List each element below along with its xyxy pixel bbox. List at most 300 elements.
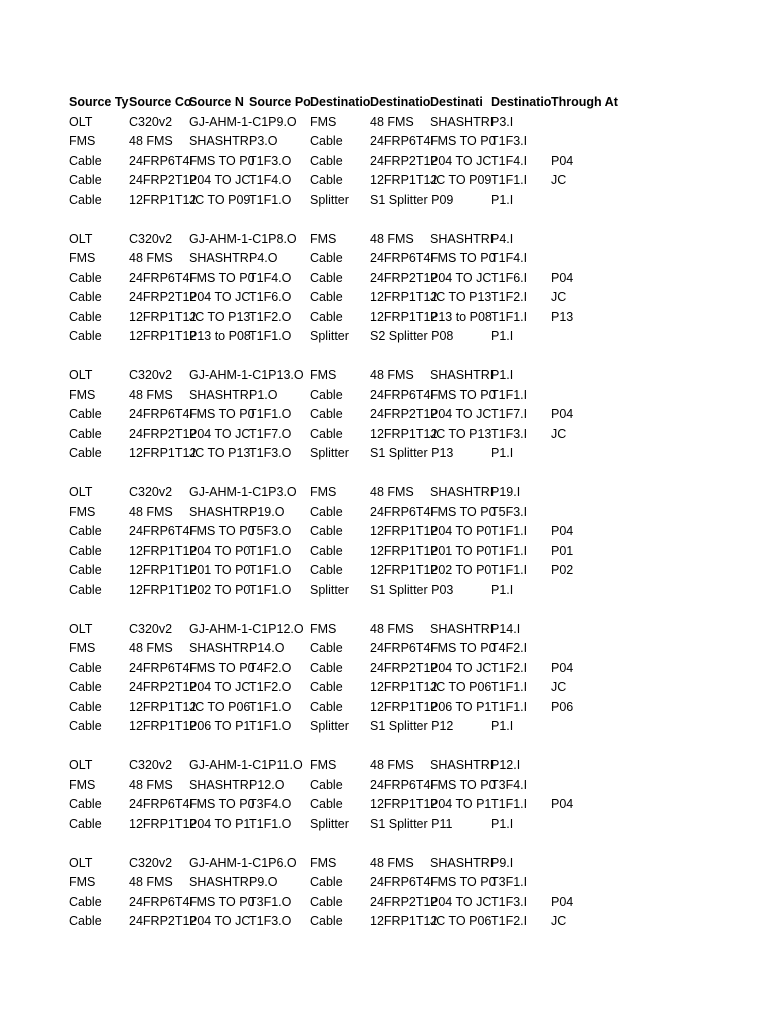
cell-source-name[interactable]: P04 TO JC [189,173,251,187]
cell-source-type[interactable]: Cable [69,524,102,538]
cell-destination-port[interactable]: P9.I [491,855,514,870]
cell-destination-name[interactable]: P04 TO JC [430,894,492,909]
cell-destination-type[interactable]: Splitter [310,192,349,207]
header-destination-code[interactable]: Destinatio [370,95,431,109]
cell-destination-code[interactable]: 24FRP6T4F [370,387,439,402]
cell-destination-code[interactable]: 12FRP1T12 [370,797,438,811]
cell-source-name[interactable]: GJ-AHM-1-C1P3.O [189,485,297,499]
cell-source-port[interactable]: T1F1.O [249,192,292,207]
cell-destination-port[interactable]: T1F1.I [491,173,528,187]
cell-source-name[interactable]: GJ-AHM-1-C1P13.O [189,368,304,382]
cell-destination-name[interactable]: P04 TO JC [430,270,492,285]
cell-destination-code[interactable]: 12FRP1T12 [370,543,438,558]
cell-source-type[interactable]: FMS [69,387,96,402]
cell-source-code[interactable]: 12FRP1T12 [129,192,197,207]
cell-destination-port[interactable]: T1F1.I [491,797,528,811]
cell-destination-code[interactable]: 24FRP6T4F [370,504,439,519]
cell-destination-code[interactable]: 24FRP2T12 [370,660,438,675]
cell-destination-code[interactable]: 48 FMS [370,231,414,246]
cell-destination-type[interactable]: Cable [310,134,343,148]
cell-destination-code[interactable]: 12FRP1T12 [370,309,438,324]
cell-source-name[interactable]: GJ-AHM-1-C1P8.O [189,231,297,246]
cell-destination-port[interactable]: P1.I [491,329,514,343]
cell-source-type[interactable]: Cable [69,680,102,694]
cell-source-type[interactable]: Cable [69,894,102,909]
cell-source-type[interactable]: Cable [69,816,102,831]
cell-source-code[interactable]: 48 FMS [129,251,173,265]
cell-source-name[interactable]: P02 TO P0 [189,582,251,597]
cell-destination-code[interactable]: 12FRP1T12 [370,173,438,187]
cell-source-code[interactable]: 24FRP6T4F [129,660,198,675]
cell-source-type[interactable]: OLT [69,368,93,382]
cell-destination-code[interactable]: S1 Splitter P09 [370,192,454,207]
cell-source-type[interactable]: Cable [69,290,102,304]
cell-through-at[interactable]: P13 [551,309,574,324]
cell-source-port[interactable]: T1F4.O [249,173,292,187]
cell-through-at[interactable]: JC [551,914,567,928]
cell-destination-code[interactable]: 12FRP1T12 [370,524,438,538]
cell-source-port[interactable]: T1F3.O [249,446,292,460]
cell-destination-name[interactable]: P04 TO P0 [430,524,492,538]
cell-source-code[interactable]: 48 FMS [129,641,173,655]
cell-destination-port[interactable]: T1F1.I [491,524,528,538]
cell-destination-code[interactable]: 24FRP6T4F [370,777,439,792]
cell-destination-port[interactable]: T1F2.I [491,914,528,928]
cell-destination-type[interactable]: Cable [310,153,343,168]
cell-source-type[interactable]: Cable [69,329,102,343]
cell-destination-port[interactable]: T1F1.I [491,680,528,694]
cell-source-name[interactable]: P06 TO P1 [189,719,251,733]
cell-source-port[interactable]: T1F3.O [249,914,292,928]
cell-source-type[interactable]: OLT [69,231,93,246]
cell-destination-type[interactable]: FMS [310,368,337,382]
cell-source-type[interactable]: OLT [69,621,93,636]
cell-source-type[interactable]: OLT [69,855,93,870]
cell-destination-code[interactable]: 48 FMS [370,485,414,499]
cell-destination-code[interactable]: 48 FMS [370,621,414,636]
cell-destination-code[interactable]: 12FRP1T12 [370,290,438,304]
cell-source-type[interactable]: Cable [69,699,102,714]
cell-destination-name[interactable]: FMS TO P0 [430,387,496,402]
cell-destination-name[interactable]: P01 TO P0 [430,543,492,558]
cell-destination-type[interactable]: Splitter [310,446,349,460]
cell-destination-port[interactable]: T1F6.I [491,270,528,285]
cell-destination-name[interactable]: JC TO P13 [430,290,492,304]
cell-destination-code[interactable]: 48 FMS [370,855,414,870]
cell-destination-code[interactable]: S2 Splitter P08 [370,329,454,343]
cell-destination-type[interactable]: Cable [310,504,343,519]
cell-source-port[interactable]: T1F1.O [249,543,292,558]
cell-source-port[interactable]: T1F1.O [249,329,292,343]
cell-destination-type[interactable]: FMS [310,114,337,129]
cell-source-type[interactable]: FMS [69,134,96,148]
cell-destination-name[interactable]: SHASHTRI [430,231,494,246]
cell-source-type[interactable]: FMS [69,251,96,265]
header-source-port[interactable]: Source Po [249,95,311,109]
cell-destination-port[interactable]: P12.I [491,758,521,772]
cell-source-port[interactable]: P4.O [249,251,278,265]
cell-source-type[interactable]: OLT [69,485,93,499]
cell-source-code[interactable]: 48 FMS [129,387,173,402]
cell-destination-type[interactable]: FMS [310,231,337,246]
cell-destination-code[interactable]: 24FRP6T4F [370,134,439,148]
cell-source-type[interactable]: FMS [69,504,96,519]
cell-through-at[interactable]: P04 [551,407,574,421]
cell-source-port[interactable]: T1F1.O [249,719,292,733]
cell-destination-name[interactable]: P02 TO P0 [430,563,492,577]
cell-destination-code[interactable]: 24FRP2T12 [370,153,438,168]
cell-destination-type[interactable]: Cable [310,407,343,421]
header-source-type[interactable]: Source Ty [69,95,129,109]
cell-destination-type[interactable]: Cable [310,680,343,694]
cell-source-code[interactable]: 24FRP6T4F [129,153,198,168]
cell-source-type[interactable]: Cable [69,192,102,207]
cell-destination-port[interactable]: T1F1.I [491,563,528,577]
cell-source-port[interactable]: T1F1.O [249,699,292,714]
cell-source-code[interactable]: 24FRP6T4F [129,407,198,421]
header-destination-name[interactable]: Destinati [430,95,483,109]
cell-source-name[interactable]: SHASHTRI [189,251,253,265]
cell-destination-code[interactable]: S1 Splitter P03 [370,582,454,597]
cell-destination-type[interactable]: Cable [310,777,343,792]
cell-destination-type[interactable]: Splitter [310,582,349,597]
cell-source-code[interactable]: 48 FMS [129,504,173,519]
cell-through-at[interactable]: P02 [551,563,574,577]
cell-source-code[interactable]: 12FRP1T12 [129,582,197,597]
cell-source-port[interactable]: P3.O [249,134,278,148]
cell-source-code[interactable]: 12FRP1T12 [129,563,197,577]
cell-destination-code[interactable]: 48 FMS [370,758,414,772]
cell-destination-port[interactable]: P3.I [491,114,514,129]
cell-destination-code[interactable]: S1 Splitter P11 [370,816,453,831]
cell-destination-type[interactable]: Cable [310,914,343,928]
cell-destination-code[interactable]: 24FRP6T4F [370,251,439,265]
cell-source-type[interactable]: OLT [69,758,93,772]
cell-destination-name[interactable]: SHASHTRI [430,758,494,772]
cell-source-code[interactable]: 24FRP2T12 [129,426,197,441]
cell-through-at[interactable]: P04 [551,894,574,909]
cell-source-code[interactable]: C320v2 [129,231,173,246]
cell-source-port[interactable]: T1F1.O [249,407,292,421]
cell-source-type[interactable]: FMS [69,875,96,889]
cell-destination-name[interactable]: JC TO P06 [430,680,492,694]
cell-destination-port[interactable]: T1F2.I [491,660,528,675]
cell-source-name[interactable]: SHASHTRI [189,387,253,402]
cell-destination-name[interactable]: FMS TO P0 [430,251,496,265]
cell-destination-port[interactable]: T1F3.I [491,894,528,909]
cell-destination-name[interactable]: P06 TO P1 [430,699,492,714]
cell-source-code[interactable]: 12FRP1T12 [129,543,197,558]
cell-source-name[interactable]: P13 to P08 [189,329,251,343]
cell-destination-code[interactable]: 24FRP2T12 [370,894,438,909]
cell-source-name[interactable]: FMS TO P0 [189,407,255,421]
cell-source-name[interactable]: SHASHTRI [189,641,253,655]
cell-destination-name[interactable]: SHASHTRI [430,485,494,499]
cell-destination-code[interactable]: 12FRP1T12 [370,563,438,577]
cell-source-name[interactable]: P01 TO P0 [189,563,251,577]
cell-source-code[interactable]: 48 FMS [129,875,173,889]
cell-source-name[interactable]: P04 TO JC [189,914,251,928]
cell-destination-code[interactable]: 24FRP6T4F [370,641,439,655]
cell-destination-type[interactable]: Cable [310,251,343,265]
cell-destination-port[interactable]: T1F7.I [491,407,528,421]
cell-source-port[interactable]: T1F3.O [249,153,292,168]
cell-destination-port[interactable]: T1F1.I [491,309,528,324]
cell-source-type[interactable]: Cable [69,446,102,460]
cell-source-type[interactable]: Cable [69,797,102,811]
cell-source-type[interactable]: Cable [69,173,102,187]
cell-source-code[interactable]: 12FRP1T12 [129,329,197,343]
cell-destination-code[interactable]: 24FRP2T12 [370,270,438,285]
cell-source-type[interactable]: Cable [69,563,102,577]
cell-source-code[interactable]: 24FRP2T12 [129,290,197,304]
cell-destination-port[interactable]: T4F2.I [491,641,528,655]
header-destination-type[interactable]: Destinatio [310,95,371,109]
cell-through-at[interactable]: P04 [551,660,574,675]
cell-destination-type[interactable]: Cable [310,387,343,402]
cell-source-type[interactable]: FMS [69,777,96,792]
cell-source-code[interactable]: 48 FMS [129,134,173,148]
cell-destination-name[interactable]: P04 TO JC [430,660,492,675]
header-source-name[interactable]: Source N [189,95,244,109]
cell-destination-name[interactable]: SHASHTRI [430,621,494,636]
cell-source-code[interactable]: 24FRP2T12 [129,173,197,187]
cell-through-at[interactable]: P04 [551,270,574,285]
cell-destination-name[interactable]: P04 TO JC [430,153,492,168]
cell-destination-name[interactable]: JC TO P13 [430,426,492,441]
cell-destination-port[interactable]: P1.I [491,582,514,597]
cell-source-name[interactable]: P04 TO P0 [189,543,251,558]
cell-destination-name[interactable]: FMS TO P0 [430,134,496,148]
cell-destination-code[interactable]: S1 Splitter P13 [370,446,454,460]
cell-source-name[interactable]: P04 TO JC [189,426,251,441]
cell-destination-type[interactable]: Cable [310,797,343,811]
cell-source-name[interactable]: GJ-AHM-1-C1P11.O [189,758,303,772]
cell-destination-type[interactable]: Cable [310,894,343,909]
cell-destination-type[interactable]: Cable [310,660,343,675]
cell-destination-code[interactable]: S1 Splitter P12 [370,719,454,733]
cell-destination-name[interactable]: JC TO P06 [430,914,492,928]
cell-destination-type[interactable]: Cable [310,309,343,324]
cell-source-port[interactable]: T1F6.O [249,290,292,304]
cell-source-port[interactable]: T4F2.O [249,660,292,675]
cell-destination-name[interactable]: JC TO P09 [430,173,492,187]
cell-destination-name[interactable]: FMS TO P0 [430,875,496,889]
cell-through-at[interactable]: JC [551,426,567,441]
cell-through-at[interactable]: P04 [551,524,574,538]
cell-source-name[interactable]: SHASHTRI [189,777,253,792]
cell-source-code[interactable]: 24FRP2T12 [129,914,197,928]
cell-destination-name[interactable]: SHASHTRI [430,855,494,870]
cell-destination-type[interactable]: Cable [310,270,343,285]
cell-source-port[interactable]: T5F3.O [249,524,292,538]
cell-source-type[interactable]: Cable [69,407,102,421]
cell-source-code[interactable]: C320v2 [129,855,173,870]
cell-destination-port[interactable]: P1.I [491,192,514,207]
cell-destination-name[interactable]: SHASHTRI [430,114,494,129]
cell-through-at[interactable]: JC [551,680,567,694]
cell-destination-type[interactable]: Cable [310,699,343,714]
cell-source-name[interactable]: JC TO P13 [189,309,251,324]
cell-source-port[interactable]: P9.O [249,875,278,889]
cell-through-at[interactable]: P04 [551,797,574,811]
cell-destination-port[interactable]: T1F2.I [491,290,528,304]
cell-destination-name[interactable]: P04 TO P1 [430,797,492,811]
cell-destination-name[interactable]: FMS TO P0 [430,641,496,655]
cell-source-port[interactable]: T1F7.O [249,426,292,441]
cell-source-name[interactable]: JC TO P13 [189,446,251,460]
cell-source-name[interactable]: FMS TO P0 [189,524,255,538]
cell-destination-port[interactable]: T1F1.I [491,699,528,714]
cell-source-name[interactable]: SHASHTRI [189,504,253,519]
cell-destination-port[interactable]: T5F3.I [491,504,528,519]
cell-destination-code[interactable]: 48 FMS [370,368,414,382]
cell-destination-type[interactable]: Cable [310,543,343,558]
cell-source-type[interactable]: OLT [69,114,93,129]
cell-source-name[interactable]: P04 TO P1 [189,816,251,831]
cell-destination-port[interactable]: T1F3.I [491,134,528,148]
cell-source-type[interactable]: Cable [69,914,102,928]
cell-destination-port[interactable]: T1F4.I [491,153,528,168]
header-destination-port[interactable]: Destinatio [491,95,552,109]
cell-destination-code[interactable]: 12FRP1T12 [370,914,438,928]
cell-source-name[interactable]: FMS TO P0 [189,270,255,285]
cell-source-port[interactable]: T1F1.O [249,582,292,597]
cell-destination-port[interactable]: T1F3.I [491,426,528,441]
cell-destination-code[interactable]: 12FRP1T12 [370,426,438,441]
cell-destination-name[interactable]: FMS TO P0 [430,504,496,519]
header-source-code[interactable]: Source Co [129,95,192,109]
cell-source-code[interactable]: 24FRP6T4F [129,270,198,285]
cell-source-port[interactable]: T3F4.O [249,797,292,811]
cell-destination-port[interactable]: P1.I [491,368,514,382]
cell-through-at[interactable]: JC [551,290,567,304]
cell-source-code[interactable]: 24FRP6T4F [129,524,198,538]
cell-source-type[interactable]: Cable [69,426,102,441]
cell-source-type[interactable]: Cable [69,309,102,324]
cell-source-code[interactable]: C320v2 [129,368,173,382]
cell-source-type[interactable]: Cable [69,270,102,285]
cell-destination-type[interactable]: FMS [310,485,337,499]
cell-through-at[interactable]: P06 [551,699,574,714]
cell-source-name[interactable]: FMS TO P0 [189,797,255,811]
cell-source-type[interactable]: Cable [69,660,102,675]
cell-source-code[interactable]: 24FRP6T4F [129,894,198,909]
cell-source-code[interactable]: 12FRP1T12 [129,309,197,324]
cell-destination-code[interactable]: 24FRP6T4F [370,875,439,889]
cell-destination-type[interactable]: Cable [310,290,343,304]
cell-source-name[interactable]: SHASHTRI [189,134,253,148]
cell-destination-port[interactable]: T3F4.I [491,777,528,792]
cell-source-type[interactable]: Cable [69,153,102,168]
cell-destination-port[interactable]: T1F1.I [491,543,528,558]
cell-destination-type[interactable]: Splitter [310,816,349,831]
cell-source-name[interactable]: P04 TO JC [189,290,251,304]
cell-source-code[interactable]: 24FRP2T12 [129,680,197,694]
cell-destination-port[interactable]: T1F4.I [491,251,528,265]
cell-source-type[interactable]: Cable [69,543,102,558]
cell-destination-name[interactable]: FMS TO P0 [430,777,496,792]
cell-through-at[interactable]: P01 [551,543,574,558]
cell-source-name[interactable]: FMS TO P0 [189,660,255,675]
cell-source-type[interactable]: Cable [69,719,102,733]
cell-source-code[interactable]: C320v2 [129,758,173,772]
cell-source-name[interactable]: JC TO P06 [189,699,251,714]
cell-source-name[interactable]: FMS TO P0 [189,894,255,909]
cell-destination-port[interactable]: P19.I [491,485,521,499]
cell-destination-type[interactable]: Splitter [310,719,349,733]
header-through-at[interactable]: Through At [551,95,618,109]
cell-destination-port[interactable]: P1.I [491,719,514,733]
cell-destination-port[interactable]: T1F1.I [491,387,528,402]
cell-source-code[interactable]: 12FRP1T12 [129,816,197,831]
cell-destination-port[interactable]: P1.I [491,446,514,460]
cell-source-port[interactable]: T1F2.O [249,309,292,324]
cell-through-at[interactable]: JC [551,173,567,187]
cell-destination-type[interactable]: FMS [310,855,337,870]
cell-destination-type[interactable]: Cable [310,524,343,538]
cell-destination-type[interactable]: Cable [310,173,343,187]
cell-source-port[interactable]: P1.O [249,387,278,402]
cell-destination-code[interactable]: 48 FMS [370,114,414,129]
cell-through-at[interactable]: P04 [551,153,574,168]
cell-destination-port[interactable]: P14.I [491,621,521,636]
cell-source-code[interactable]: 48 FMS [129,777,173,792]
cell-source-code[interactable]: C320v2 [129,621,173,636]
cell-destination-port[interactable]: T3F1.I [491,875,528,889]
cell-destination-name[interactable]: SHASHTRI [430,368,494,382]
cell-source-name[interactable]: P04 TO JC [189,680,251,694]
cell-source-code[interactable]: C320v2 [129,114,173,129]
cell-destination-type[interactable]: FMS [310,758,337,772]
cell-source-type[interactable]: FMS [69,641,96,655]
cell-source-name[interactable]: GJ-AHM-1-C1P9.O [189,114,297,129]
cell-source-code[interactable]: 12FRP1T12 [129,446,197,460]
cell-destination-code[interactable]: 12FRP1T12 [370,699,438,714]
cell-source-name[interactable]: JC TO P09 [189,192,251,207]
cell-destination-type[interactable]: Cable [310,875,343,889]
cell-source-name[interactable]: FMS TO P0 [189,153,255,168]
cell-destination-type[interactable]: Cable [310,426,343,441]
cell-source-code[interactable]: C320v2 [129,485,173,499]
cell-source-port[interactable]: P19.O [249,504,285,519]
cell-source-port[interactable]: T3F1.O [249,894,292,909]
cell-destination-name[interactable]: P04 TO JC [430,407,492,421]
cell-source-name[interactable]: SHASHTRI [189,875,253,889]
cell-source-code[interactable]: 12FRP1T12 [129,719,197,733]
cell-source-port[interactable]: T1F1.O [249,563,292,577]
cell-source-port[interactable]: T1F4.O [249,270,292,285]
cell-destination-type[interactable]: FMS [310,621,337,636]
cell-destination-code[interactable]: 24FRP2T12 [370,407,438,421]
cell-destination-port[interactable]: P4.I [491,231,514,246]
cell-destination-name[interactable]: P13 to P08 [430,309,492,324]
cell-destination-code[interactable]: 12FRP1T12 [370,680,438,694]
cell-source-port[interactable]: T1F1.O [249,816,292,831]
cell-destination-type[interactable]: Cable [310,641,343,655]
cell-source-code[interactable]: 12FRP1T12 [129,699,197,714]
cell-source-port[interactable]: P12.O [249,777,285,792]
cell-destination-port[interactable]: P1.I [491,816,514,831]
cell-destination-type[interactable]: Cable [310,563,343,577]
cell-source-code[interactable]: 24FRP6T4F [129,797,198,811]
cell-source-name[interactable]: GJ-AHM-1-C1P6.O [189,855,297,870]
cell-destination-type[interactable]: Splitter [310,329,349,343]
cell-source-type[interactable]: Cable [69,582,102,597]
cell-source-port[interactable]: T1F2.O [249,680,292,694]
cell-source-name[interactable]: GJ-AHM-1-C1P12.O [189,621,304,636]
cell-source-port[interactable]: P14.O [249,641,285,655]
